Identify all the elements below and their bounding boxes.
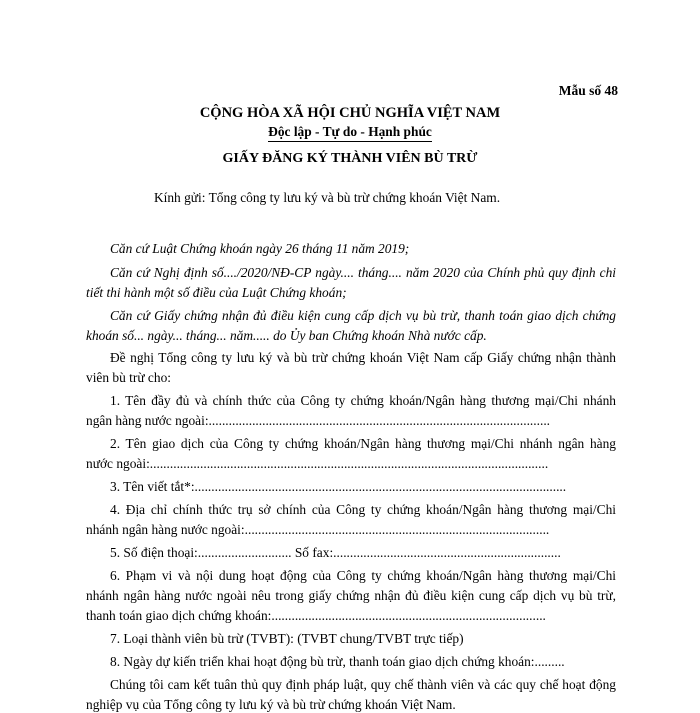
request-line-cont: viên bù trừ cho: — [86, 370, 171, 385]
country-name: CỘNG HÒA XÃ HỘI CHỦ NGHĨA VIỆT NAM — [199, 105, 501, 121]
legal-basis-law: Căn cứ Luật Chứng khoán ngày 26 tháng 11 năm 2019; — [110, 241, 410, 256]
legal-basis-certificate: Căn cứ Giấy chứng nhận đủ điều kiện cung cấp dịch vụ bù trừ, thanh toán giao dịch chứng — [110, 308, 616, 323]
item-5-phone-fax: 5. Số điện thoại:............................ Số fax:.................................................................... — [110, 545, 561, 560]
legal-basis-decree: Căn cứ Nghị định số..../2020/NĐ-CP ngày.... tháng.... năm 2020 của Chính phủ quy định chi — [110, 265, 616, 280]
item-6-scope: 6. Phạm vi và nội dung hoạt động của Công ty chứng khoán/Ngân hàng thương mại/Chi — [110, 568, 616, 583]
recipient: Kính gửi: Tổng công ty lưu ký và bù trừ chứng khoán Việt Nam. — [153, 190, 501, 205]
item-8-start-date: 8. Ngày dự kiến triển khai hoạt động bù trừ, thanh toán giao dịch chứng khoán:......... — [110, 654, 565, 669]
commitment: Chúng tôi cam kết tuân thủ quy định pháp luật, quy chế thành viên và các quy chế hoạt động — [110, 677, 616, 692]
item-1-full-name-field: ngân hàng nước ngoài:...................................................................................................... — [86, 413, 551, 428]
item-6-scope-field: thanh toán giao dịch chứng khoán:.................................................................................. — [86, 608, 546, 623]
legal-basis-certificate-cont: khoán số... ngày... tháng... năm..... do Ủy ban Chứng khoán Nhà nước cấp. — [86, 328, 487, 343]
item-2-trading-name: 2. Tên giao dịch của Công ty chứng khoán/Ngân hàng thương mại/Chi nhánh ngân hàng — [110, 436, 616, 451]
item-4-address: 4. Địa chỉ chính thức trụ sở chính của Công ty chứng khoán/Ngân hàng thương mại/Chi — [110, 502, 616, 517]
item-7-member-type: 7. Loại thành viên bù trừ (TVBT): (TVBT chung/TVBT trực tiếp) — [110, 631, 464, 646]
commitment-cont: nghiệp vụ của Tổng công ty lưu ký và bù trừ chứng khoán Việt Nam. — [86, 697, 456, 712]
request-line: Đề nghị Tổng công ty lưu ký và bù trừ chứng khoán Việt Nam cấp Giấy chứng nhận thành — [110, 350, 616, 365]
item-1-full-name: 1. Tên đầy đủ và chính thức của Công ty chứng khoán/Ngân hàng thương mại/Chi nhánh — [110, 393, 616, 408]
document-title: GIẤY ĐĂNG KÝ THÀNH VIÊN BÙ TRỪ — [222, 151, 478, 166]
item-3-abbreviation: 3. Tên viết tắt*:............................................................................................................... — [110, 479, 567, 494]
item-4-address-field: nhánh ngân hàng nước ngoài:........................................................................................... — [86, 522, 550, 537]
item-6-scope-cont: nhánh ngân hàng nước ngoài nêu trong giấy chứng nhận đủ điều kiện cung cấp dịch vụ bù trừ, — [86, 588, 616, 603]
motto: Độc lập - Tự do - Hạnh phúc — [0, 124, 700, 140]
item-2-trading-name-field: nước ngoài:....................................................................................................................... — [86, 456, 549, 471]
legal-basis-decree-cont: tiết thi hành một số điều của Luật Chứng khoán; — [86, 285, 347, 300]
form-number: Mẫu số 48 — [558, 83, 618, 98]
